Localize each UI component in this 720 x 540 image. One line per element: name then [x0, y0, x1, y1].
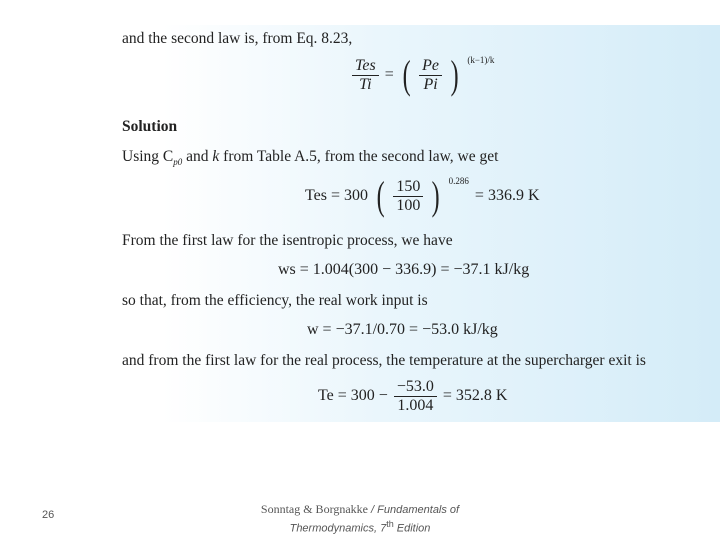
subscript: p0 — [173, 157, 183, 168]
footer-citation — [230, 502, 490, 536]
eq-denominator: Pi — [423, 75, 438, 93]
book-title: Thermodynamics, 7 — [289, 522, 387, 535]
solution-heading: Solution — [122, 118, 178, 135]
text-line: From the first law for the isentropic process, we have — [122, 232, 453, 249]
equation-tes: Tes = 300 ( $\frac{150}{100}$ ) $^{0.286}$ = 336.9 K — [305, 173, 540, 218]
text: and — [182, 148, 213, 165]
page-number: 26 — [42, 509, 55, 521]
eq-rhs: = 336.9 K — [474, 187, 540, 204]
superscript: th — [386, 519, 394, 529]
text-line — [122, 148, 498, 167]
edition: Edition — [393, 522, 431, 535]
text-line: so that, from the efficiency, the real work input is — [122, 292, 428, 309]
text: Using C — [122, 148, 174, 165]
eq-lhs: Te = 300 − — [318, 387, 388, 405]
equals: = — [384, 66, 394, 83]
eq-numerator: 150 — [393, 178, 423, 197]
text: from Table A.5, from the second law, we get — [219, 148, 499, 165]
eq-denominator: Ti — [359, 75, 372, 93]
equation-ws: ws = 1.004(300 − 336.9) = −37.1 kJ/kg — [278, 261, 530, 278]
text-line: and from the first law for the real process, the temperature at the supercharger exit is — [122, 352, 646, 369]
eq-numerator: −53.0 — [394, 378, 437, 397]
eq-exponent: (k−1)/k — [467, 55, 495, 65]
text-line: and the second law is, from Eq. 8.23, — [122, 30, 353, 47]
text: k — [212, 148, 220, 165]
eq-lhs: Tes = 300 — [305, 187, 369, 204]
eq-exponent: 0.286 — [448, 176, 469, 186]
equation-second-law: $\frac{\text{Tes}}{Ti}$ = ( $\frac{Pe}{Pi}$ ) $^{(k-1)/k}$ — [352, 55, 494, 95]
equation-w: w = −37.1/0.70 = −53.0 kJ/kg — [307, 321, 498, 338]
eq-denominator: 1.004 — [397, 396, 434, 414]
book-title: / Fundamentals of — [368, 504, 460, 516]
equation-te — [318, 378, 507, 414]
authors: Sonntag & Borgnakke — [260, 502, 368, 516]
eq-numerator: Tes — [352, 57, 379, 76]
eq-rhs: = 352.8 K — [442, 387, 508, 405]
eq-denominator: 100 — [396, 196, 421, 214]
eq-numerator: Pe — [419, 57, 442, 76]
